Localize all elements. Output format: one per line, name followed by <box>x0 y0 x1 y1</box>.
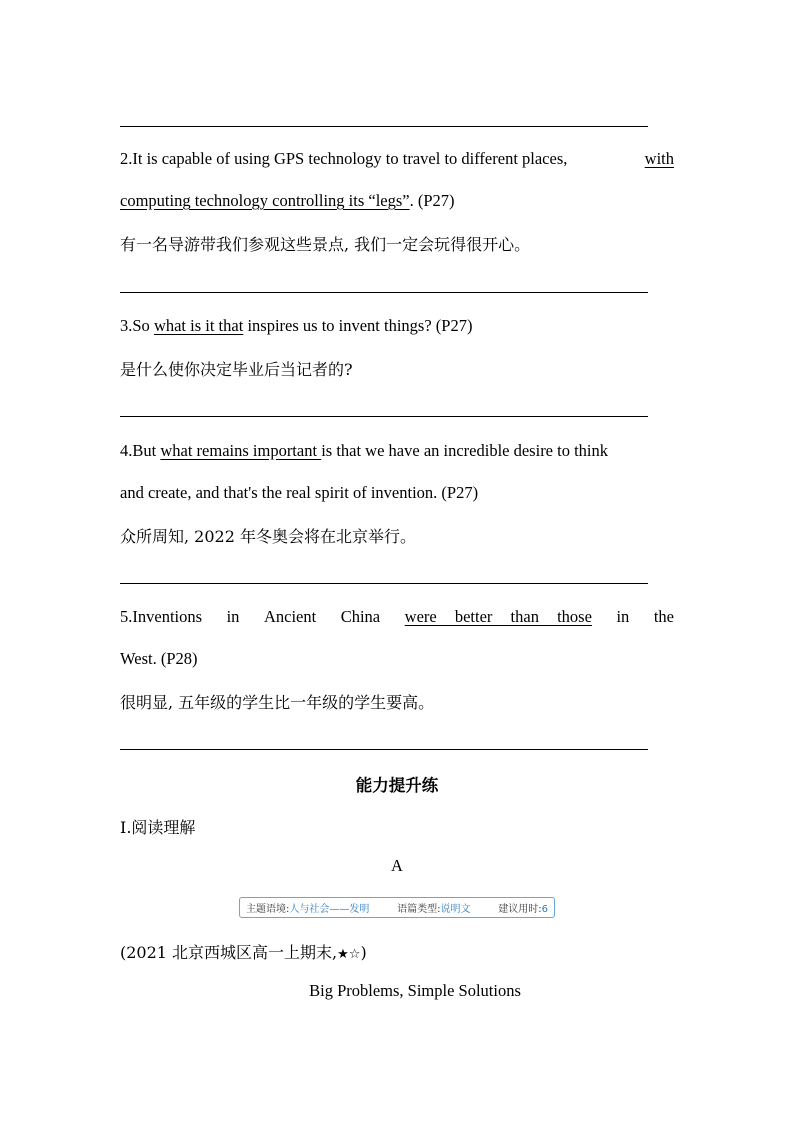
q4-underlined-phrase: what remains important <box>160 441 322 460</box>
q2-underlined-phrase-cont: computing technology controlling its “legs” <box>120 191 410 210</box>
q3-line <box>120 316 472 336</box>
q4-line2: and create, and that's the real spirit of invention. (P27) <box>120 483 479 502</box>
q5-word: Ancient <box>263 607 317 626</box>
theme-tag <box>246 900 369 915</box>
q5-word: 5.Inventions <box>120 607 203 626</box>
q2-line2 <box>120 191 455 211</box>
q2-chinese-prompt: 有一名导游带我们参观这些景点, 我们一定会玩得很开心。 <box>120 235 531 254</box>
type-value: 说明文 <box>440 904 471 915</box>
q5-line2: West. (P28) <box>120 649 198 668</box>
q4-line1 <box>120 441 608 461</box>
section-title: 能力提升练 <box>355 776 439 795</box>
source-text: (2021 北京西城区高一上期末, <box>120 943 338 962</box>
article-title: Big Problems, Simple Solutions <box>309 981 521 1000</box>
q5-word: the <box>653 607 674 626</box>
q3-text: 3.So <box>120 316 154 335</box>
q5-word: China <box>340 607 381 626</box>
q3-text-rest: inspires us to invent things? (P27) <box>243 316 473 335</box>
section-part-heading: Ⅰ.阅读理解 <box>120 818 196 837</box>
type-tag <box>397 900 470 915</box>
theme-label: 主题语境: <box>246 904 290 915</box>
source-note <box>120 940 367 963</box>
q5-underlined-phrase: were better than those <box>404 607 592 626</box>
q5-word: in <box>226 607 240 626</box>
q4-text: 4.But <box>120 441 161 460</box>
time-tag <box>498 900 548 915</box>
q2-line1 <box>120 149 674 169</box>
q5-word: in <box>616 607 630 626</box>
q5-chinese-prompt: 很明显, 五年级的学生比一年级的学生要高。 <box>120 693 435 712</box>
source-close: ) <box>360 943 367 962</box>
q3-underlined-phrase: what is it that <box>153 316 244 335</box>
passage-label: A <box>391 856 403 875</box>
theme-value: 人与社会——发明 <box>289 904 370 915</box>
type-label: 语篇类型: <box>397 904 441 915</box>
q3-chinese-prompt: 是什么使你决定毕业后当记者的? <box>120 360 353 379</box>
q2-page-ref: . (P27) <box>409 191 455 210</box>
q4-text-rest: is that we have an incredible desire to think <box>321 441 609 460</box>
q2-text: 2.It is capable of using GPS technology to travel to different places, <box>120 149 568 168</box>
time-value: 6 <box>541 904 548 915</box>
answer-line <box>120 126 648 127</box>
q2-underlined-phrase: with <box>644 149 674 168</box>
difficulty-stars-icon: ★☆ <box>337 947 361 962</box>
time-label: 建议用时: <box>498 904 542 915</box>
q5-line1 <box>120 607 674 627</box>
answer-line <box>120 749 648 750</box>
answer-line <box>120 292 648 293</box>
q4-chinese-prompt: 众所周知, 2022 年冬奥会将在北京举行。 <box>120 527 416 546</box>
passage-info-bar <box>239 897 555 918</box>
answer-line <box>120 583 648 584</box>
answer-line <box>120 416 648 417</box>
